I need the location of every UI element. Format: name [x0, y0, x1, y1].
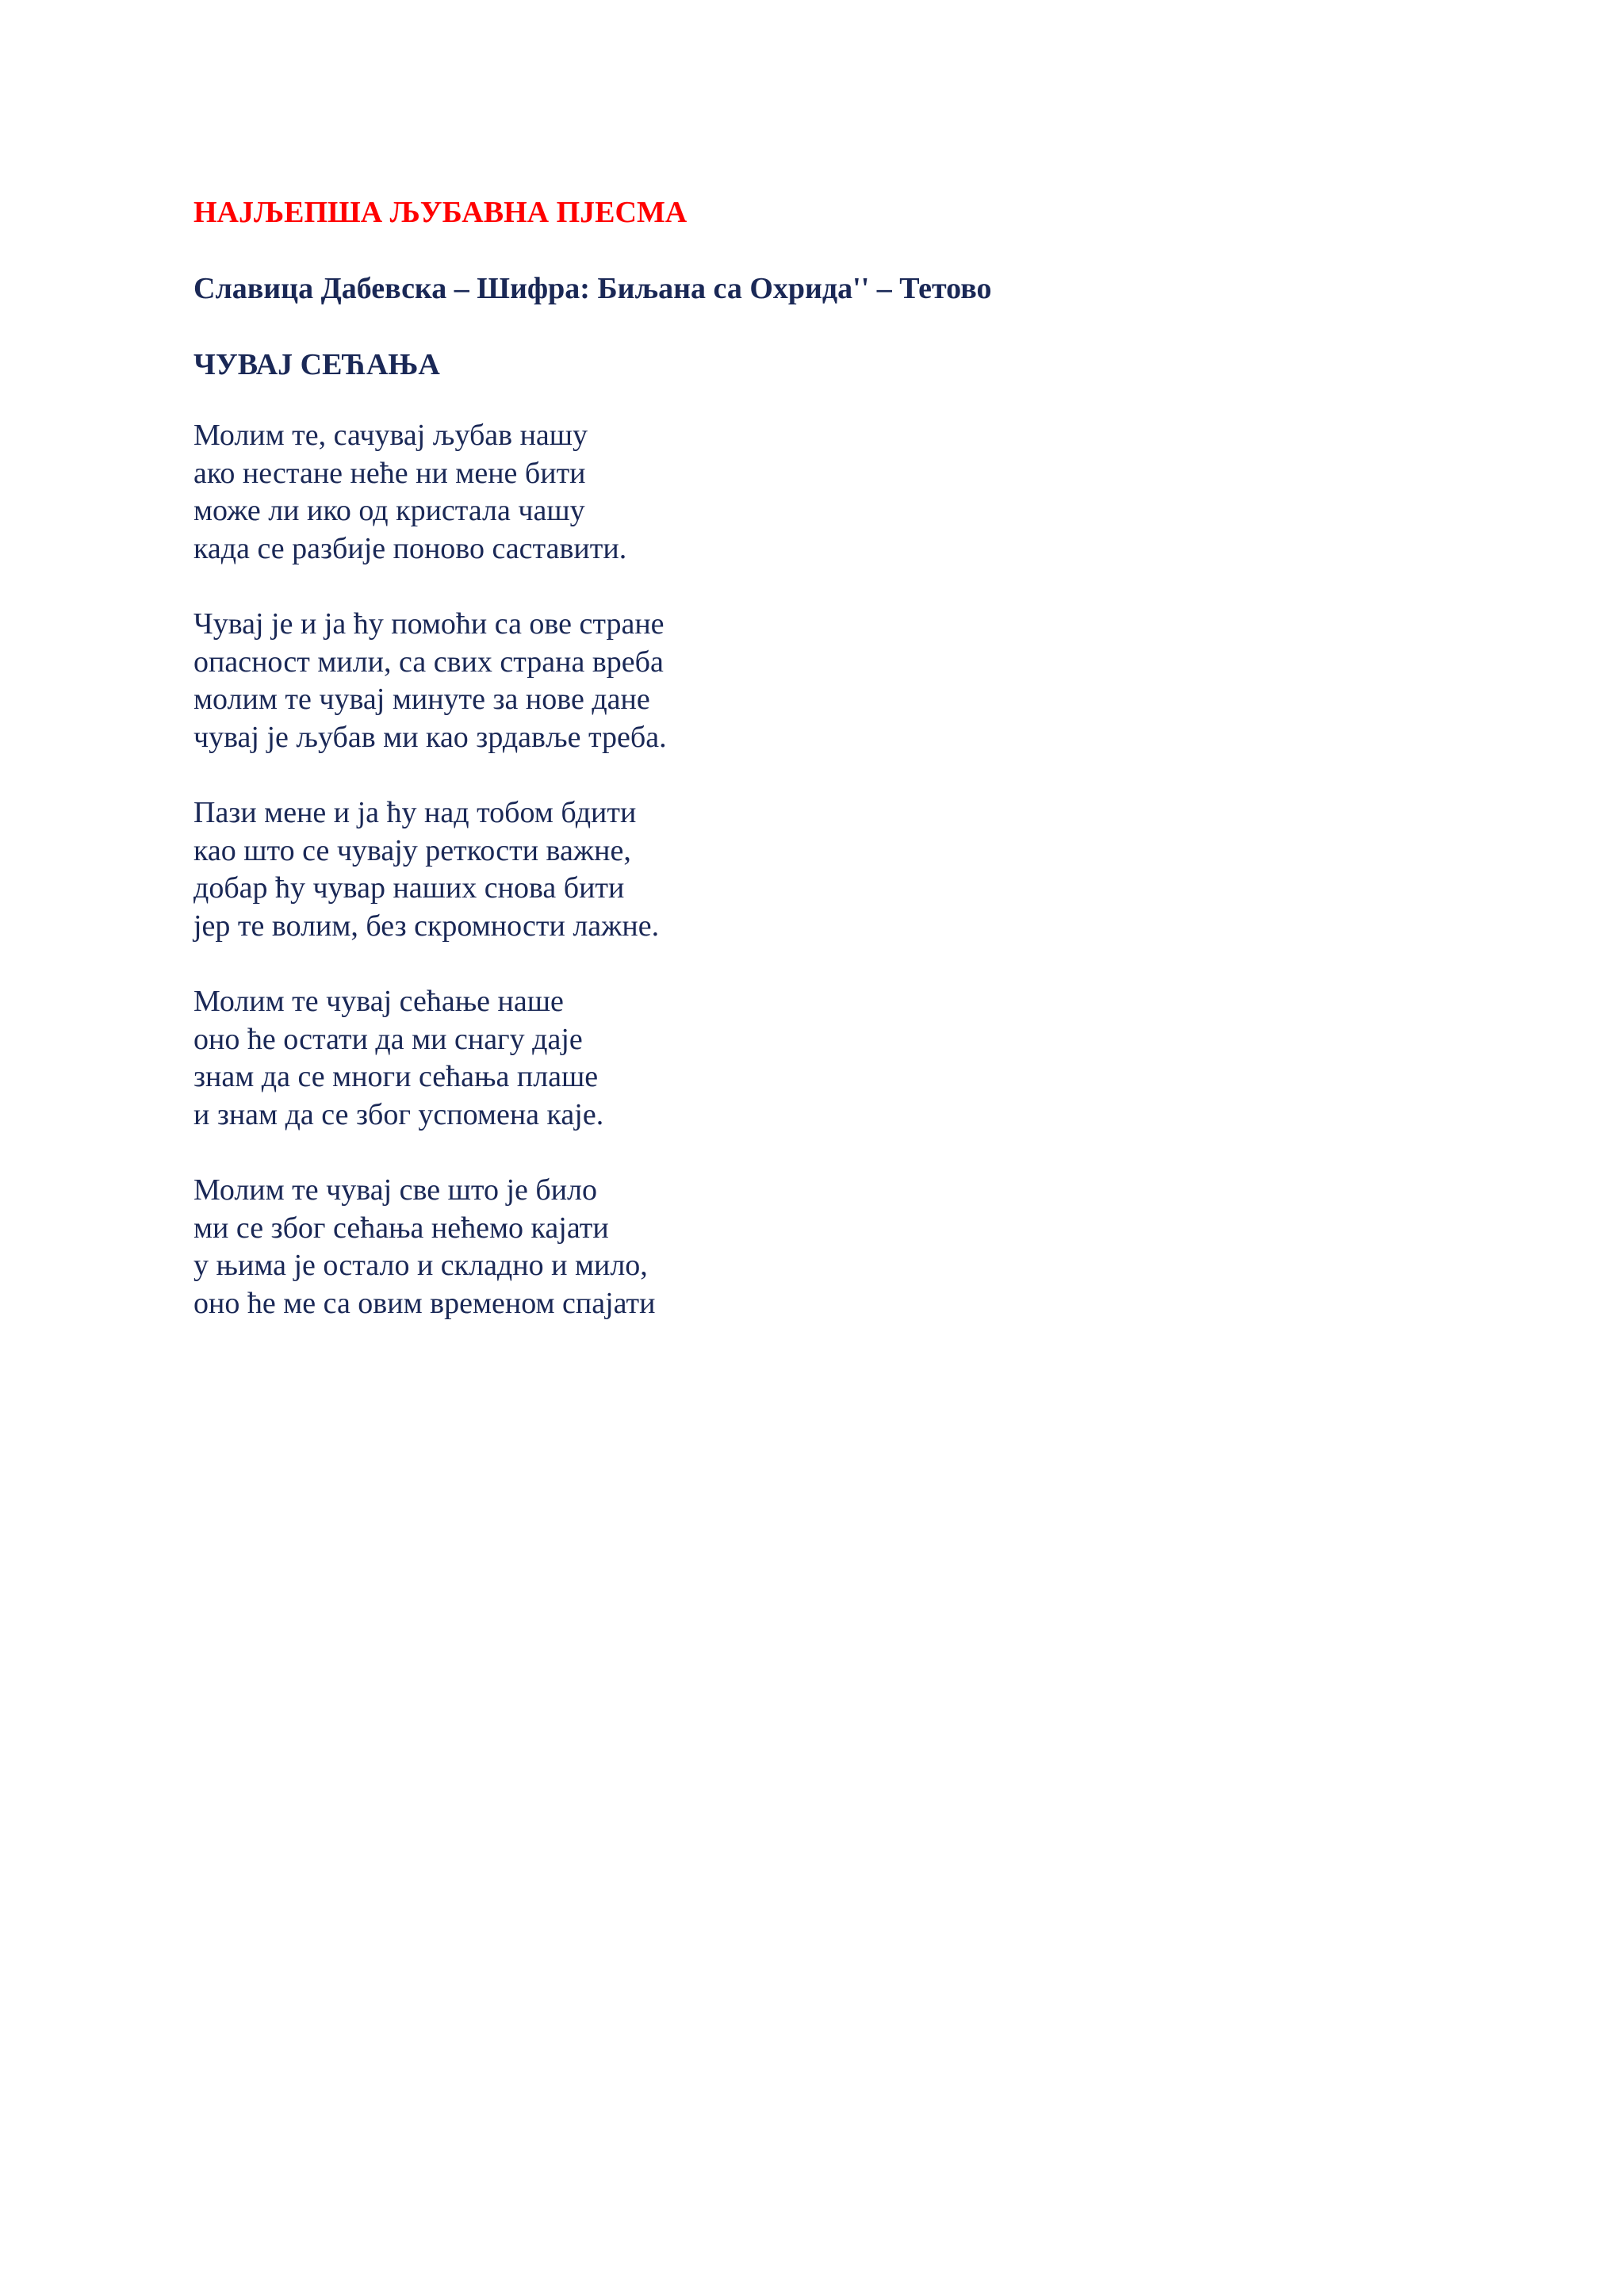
poem-line: Пази мене и ја ћу над тобом бдити	[193, 796, 637, 829]
stanza-5	[193, 1172, 1462, 1322]
stanza-4	[193, 983, 1462, 1134]
poem-line: када се разбије поново саставити.	[193, 531, 627, 565]
poem-title: ЧУВАЈ СЕЋАЊА	[193, 348, 440, 381]
poem-line: Молим те, сачувај љубав нашу	[193, 419, 588, 452]
poem-line: Чувај је и ја ћу помоћи са ове стране	[193, 607, 665, 641]
poem-line: добар ћу чувар наших снова бити	[193, 871, 625, 905]
poem-line: и знам да се због успомена каје.	[193, 1097, 604, 1131]
poem-line: Молим те чувај све што је било	[193, 1173, 598, 1207]
stanza-2	[193, 606, 1462, 756]
poem-line: молим те чувај минуте за нове дане	[193, 683, 650, 716]
stanza-1	[193, 417, 1462, 568]
poem-line: ми се због сећања нећемо кајати	[193, 1211, 609, 1245]
poem-line: опасност мили, са свих страна вреба	[193, 645, 664, 679]
poem-line: оно ће ме са овим временом спајати	[193, 1286, 656, 1320]
poem-line: као што се чувају реткости важне,	[193, 833, 631, 867]
poem-body	[193, 417, 1462, 1322]
poem-line: Молим те чувај сећање наше	[193, 985, 564, 1018]
author-line: Славица Дабевска – Шифра: Биљана са Охрида'' – Тетово	[193, 272, 992, 305]
poem-line: чувај је љубав ми као зрдавље треба.	[193, 720, 667, 754]
poem-line: ако нестане неће ни мене бити	[193, 456, 586, 490]
poem-line: може ли ико од кристала чашу	[193, 494, 585, 527]
poem-line: јер те волим, без скромности лажне.	[193, 909, 660, 943]
poem-line: у њима је остало и складно и мило,	[193, 1249, 648, 1282]
stanza-3	[193, 794, 1462, 945]
poem-line: оно ће остати да ми снагу даје	[193, 1022, 583, 1056]
poem-line: знам да се многи сећања плаше	[193, 1060, 599, 1093]
document-title: НАЈЉЕПША ЉУБАВНА ПЈЕСМА	[193, 196, 688, 229]
document-content	[193, 190, 1462, 1360]
